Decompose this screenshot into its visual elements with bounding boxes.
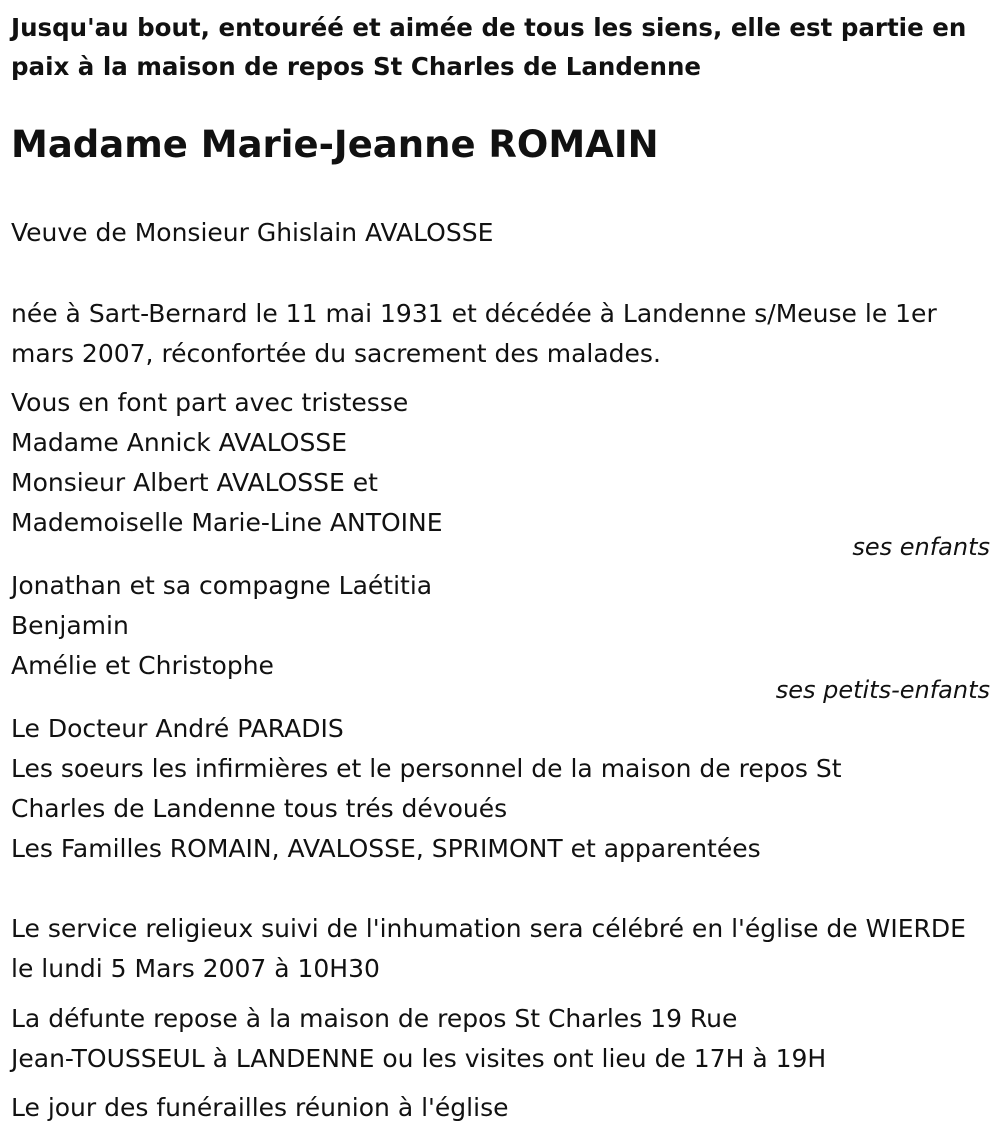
intro-text: Jusqu'au bout, entouréé et aimée de tous les siens, elle est partie en paix à la maison de repos St Charles de Landenne — [11, 13, 967, 81]
other-mourner: Les Familles ROMAIN, AVALOSSE, SPRIMONT et apparentées — [11, 834, 761, 863]
funeral-day-text: Le jour des funérailles réunion à l'église — [11, 1093, 509, 1122]
service-text: Le service religieux suivi de l'inhumation sera célébré en l'église de WIERDE le lundi 5 Mars 2007 à 10H30 — [11, 914, 966, 983]
grandchildren-label: ses petits-enfants — [775, 676, 990, 704]
grandchild-name: Amélie et Christophe — [11, 651, 274, 680]
visitation-line: La défunte repose à la maison de repos St Charles 19 Rue — [11, 1004, 738, 1033]
other-mourner: Les soeurs les infirmières et le personnel de la maison de repos St — [11, 754, 842, 783]
child-name: Mademoiselle Marie-Line ANTOINE — [11, 508, 443, 537]
announcement-intro: Vous en font part avec tristesse — [11, 388, 409, 417]
other-mourner: Charles de Landenne tous trés dévoués — [11, 794, 508, 823]
birth-death-text: née à Sart-Bernard le 11 mai 1931 et décédée à Landenne s/Meuse le 1er mars 2007, réconfortée du sacrement des malades. — [11, 299, 937, 368]
deceased-name: Madame Marie-Jeanne ROMAIN — [11, 123, 659, 166]
visitation-line: Jean-TOUSSEUL à LANDENNE ou les visites ont lieu de 17H à 19H — [11, 1044, 827, 1073]
other-mourner: Le Docteur André PARADIS — [11, 714, 344, 743]
grandchild-name: Benjamin — [11, 611, 129, 640]
widow-of-line: Veuve de Monsieur Ghislain AVALOSSE — [11, 218, 494, 247]
child-name: Monsieur Albert AVALOSSE et — [11, 468, 378, 497]
children-label: ses enfants — [852, 533, 990, 561]
grandchild-name: Jonathan et sa compagne Laétitia — [11, 571, 433, 600]
child-name: Madame Annick AVALOSSE — [11, 428, 348, 457]
